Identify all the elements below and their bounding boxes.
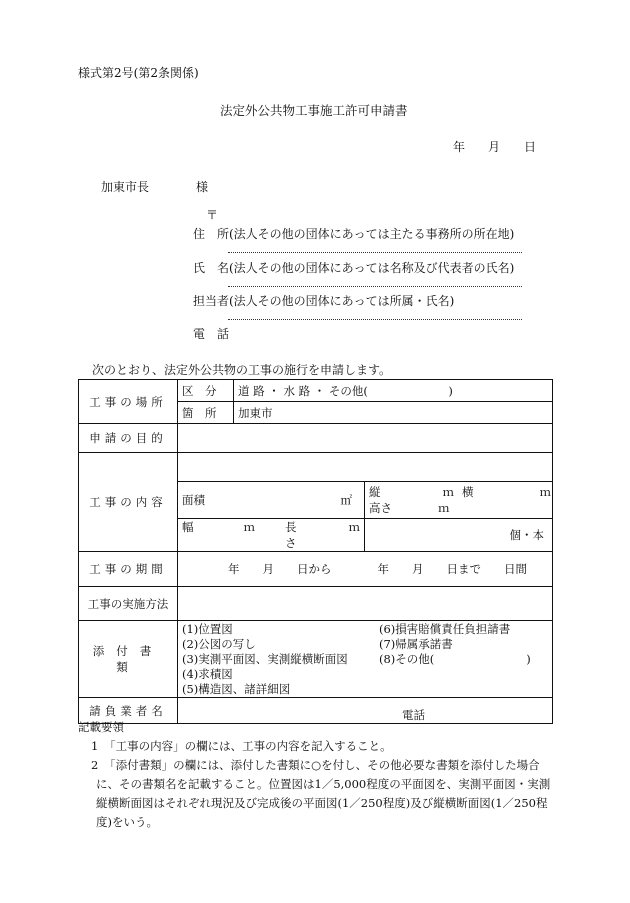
- contractor-field[interactable]: [178, 698, 553, 724]
- application-table: [78, 379, 553, 724]
- attach-item: (4)求積図: [182, 667, 233, 681]
- area-label: 面積: [182, 493, 205, 507]
- attach-item: (8)その他( ): [379, 652, 531, 666]
- length-label: 長さ: [285, 520, 297, 550]
- vert-label: 縦: [369, 485, 381, 499]
- purpose-label: 申請の目的: [79, 424, 178, 453]
- person-line: [228, 319, 522, 320]
- form-number: 様式第2号(第2条関係): [78, 66, 199, 80]
- notes-line: 2 「添付書類」の欄には、添付した書類に○を付し、その他必要な書類を添付した場合: [91, 758, 540, 772]
- attach-item: (3)実測平面図、実測縦横断面図: [182, 652, 348, 666]
- addressee-honorific: 様: [196, 180, 209, 194]
- attach-item: (2)公図の写し: [182, 637, 256, 651]
- height-label: 高さ: [369, 501, 392, 515]
- kasho-label: 箇 所: [178, 402, 234, 424]
- count-unit: 個・本: [509, 528, 544, 542]
- width-label: 幅: [182, 520, 194, 534]
- area-cell[interactable]: [178, 482, 365, 519]
- period-label: 工事の期間: [79, 552, 178, 587]
- page-title: 法定外公共物工事施工許可申請書: [220, 103, 408, 118]
- date-day: 日: [524, 140, 537, 154]
- contractor-phone: 電話: [402, 708, 425, 722]
- attach-item: (6)損害賠償責任負担請書: [379, 622, 511, 636]
- content-label: 工事の内容: [79, 453, 178, 552]
- address-label: 住 所: [193, 227, 230, 241]
- attach-item: (7)帰属承諾書: [379, 637, 453, 651]
- attach-label: 添付書類: [79, 621, 178, 698]
- vert-unit: ｍ: [442, 485, 454, 499]
- period-field[interactable]: [178, 552, 553, 587]
- notes-line: に、その書類名を記載すること。位置図は1／5,000程度の平面図を、実測平面図・実測: [96, 777, 551, 791]
- width-unit: ｍ: [243, 520, 255, 534]
- name-label: 氏 名: [193, 261, 230, 275]
- date-month: 月: [488, 140, 501, 154]
- horiz-label: 横: [462, 485, 474, 499]
- horiz-unit: ｍ: [539, 485, 551, 499]
- method-label: 工事の実施方法: [79, 587, 178, 621]
- width-length-cell[interactable]: [178, 519, 365, 552]
- attach-item: (5)構造図、諸詳細図: [182, 682, 291, 696]
- kubun-options[interactable]: 道 路 ・ 水 路 ・ その他( ): [234, 380, 553, 402]
- address-note: (法人その他の団体にあっては主たる事務所の所在地): [229, 227, 515, 241]
- name-line: [228, 286, 522, 287]
- notes-heading: 記載要領: [78, 720, 124, 734]
- height-unit: ｍ: [438, 501, 450, 515]
- attach-item: (1)位置図: [182, 622, 233, 636]
- notes-line: 度)をいう。: [96, 815, 158, 829]
- name-note: (法人その他の団体にあっては名称及び代表者の氏名): [229, 261, 515, 275]
- method-field[interactable]: [178, 587, 553, 621]
- person-label: 担当者: [193, 294, 230, 308]
- person-note: (法人その他の団体にあっては所属・氏名): [229, 294, 455, 308]
- length-unit: ｍ: [348, 520, 360, 534]
- postal-mark: 〒: [206, 208, 219, 222]
- location-label: 工事の場所: [79, 380, 178, 424]
- addressee-name: 加東市長: [101, 180, 150, 194]
- date-year: 年: [453, 140, 466, 154]
- content-field[interactable]: [178, 453, 553, 482]
- kasho-value[interactable]: 加東市: [234, 402, 553, 424]
- intro-text: 次のとおり、法定外公共物の工事の施行を申請します。: [92, 363, 392, 377]
- dimensions-cell[interactable]: [365, 482, 553, 519]
- purpose-field[interactable]: [178, 424, 553, 453]
- contractor-label: 請負業者名: [79, 698, 178, 724]
- address-line: [228, 252, 522, 253]
- count-cell[interactable]: [365, 519, 553, 552]
- kubun-label: 区 分: [178, 380, 234, 402]
- notes-line: 1 「工事の内容」の欄には、工事の内容を記入すること。: [91, 739, 392, 753]
- area-unit: ㎡: [340, 493, 352, 507]
- notes-line: 縦横断面図はそれぞれ現況及び完成後の平面図(1／250程度)及び縦横断面図(1／250程: [96, 796, 548, 810]
- period-text: 年 月 日から 年 月 日まで 日間: [228, 562, 527, 576]
- phone-label: 電 話: [193, 327, 230, 341]
- attach-field[interactable]: [178, 621, 553, 698]
